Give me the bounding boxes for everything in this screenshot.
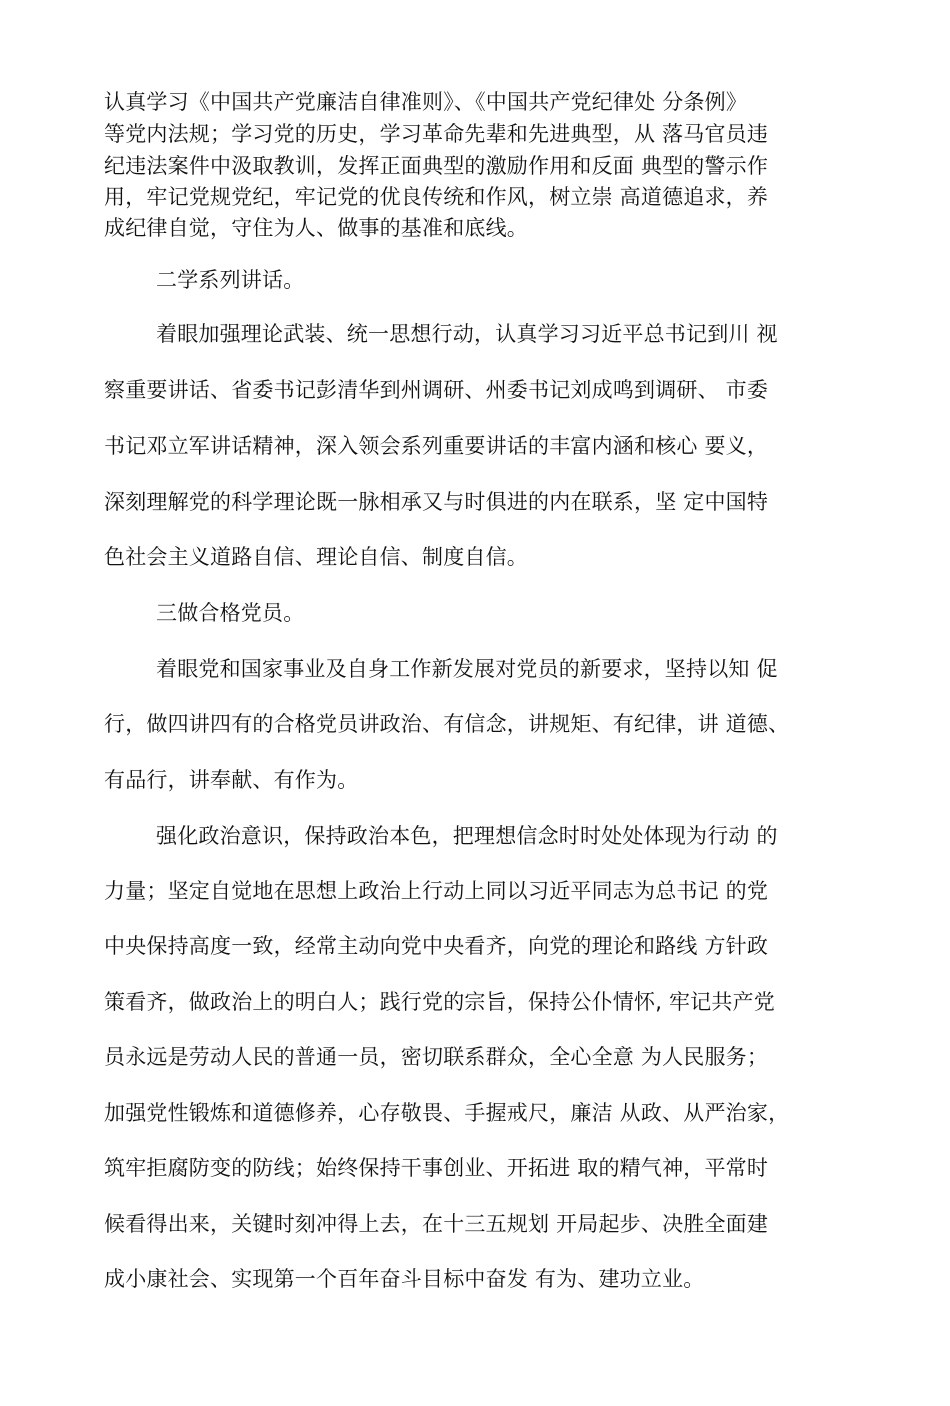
p2-line-3: 书记邓立军讲话精神，深入领会系列重要讲话的丰富内涵和核心 要义， bbox=[104, 434, 769, 458]
p2-line-5: 色社会主义道路自信、理论自信、制度自信。 bbox=[104, 545, 528, 569]
p1-line-1: 认真学习《中国共产党廉洁自律准则》、《中国共产党纪律处 分条例》 bbox=[104, 90, 748, 114]
section-heading-2: 二学系列讲话。 bbox=[156, 268, 305, 292]
p4-line-3: 中央保持高度一致，经常主动向党中央看齐，向党的理论和路线 方针政 bbox=[104, 934, 769, 958]
p1-line-5: 成纪律自觉，守住为人、做事的基准和底线。 bbox=[104, 216, 528, 240]
p1-line-4: 用，牢记党规党纪，牢记党的优良传统和作风，树立崇 高道德追求，养 bbox=[104, 185, 769, 209]
p4-line-4: 策看齐，做政治上的明白人；践行党的宗旨，保持公仆情怀, 牢记共产党 bbox=[104, 990, 775, 1014]
p3-line-1: 着眼党和国家事业及自身工作新发展对党员的新要求，坚持以知 促 bbox=[156, 657, 778, 681]
p2-line-1: 着眼加强理论武装、统一思想行动，认真学习习近平总书记到川 视 bbox=[156, 322, 778, 346]
p3-line-2: 行，做四讲四有的合格党员讲政治、有信念，讲规矩、有纪律，讲 道德、 bbox=[104, 712, 790, 736]
p4-line-8: 候看得出来，关键时刻冲得上去，在十三五规划 开局起步、决胜全面建 bbox=[104, 1212, 769, 1236]
p4-line-5: 员永远是劳动人民的普通一员，密切联系群众，全心全意 为人民服务； bbox=[104, 1045, 769, 1069]
p2-line-2: 察重要讲话、省委书记彭清华到州调研、州委书记刘成鸣到调研、 市委 bbox=[104, 378, 769, 402]
p2-line-4: 深刻理解党的科学理论既一脉相承又与时俱进的内在联系，坚 定中国特 bbox=[104, 490, 769, 514]
p3-line-3: 有品行，讲奉献、有作为。 bbox=[104, 768, 359, 792]
p4-line-2: 力量；坚定自觉地在思想上政治上行动上同以习近平同志为总书记 的党 bbox=[104, 879, 769, 903]
p4-line-1: 强化政治意识，保持政治本色，把理想信念时时处处体现为行动 的 bbox=[156, 824, 778, 848]
p1-line-2: 等党内法规；学习党的历史，学习革命先辈和先进典型，从 落马官员违 bbox=[104, 122, 769, 146]
p4-line-9: 成小康社会、实现第一个百年奋斗目标中奋发 有为、建功立业。 bbox=[104, 1267, 705, 1291]
section-heading-3: 三做合格党员。 bbox=[156, 601, 305, 625]
p4-line-7: 筑牢拒腐防变的防线；始终保持干事创业、开拓进 取的精气神，平常时 bbox=[104, 1156, 769, 1180]
p4-line-6: 加强党性锻炼和道德修养，心存敬畏、手握戒尺，廉洁 从政、从严治家， bbox=[104, 1101, 790, 1125]
p1-line-3: 纪违法案件中汲取教训，发挥正面典型的激励作用和反面 典型的警示作 bbox=[104, 154, 769, 178]
